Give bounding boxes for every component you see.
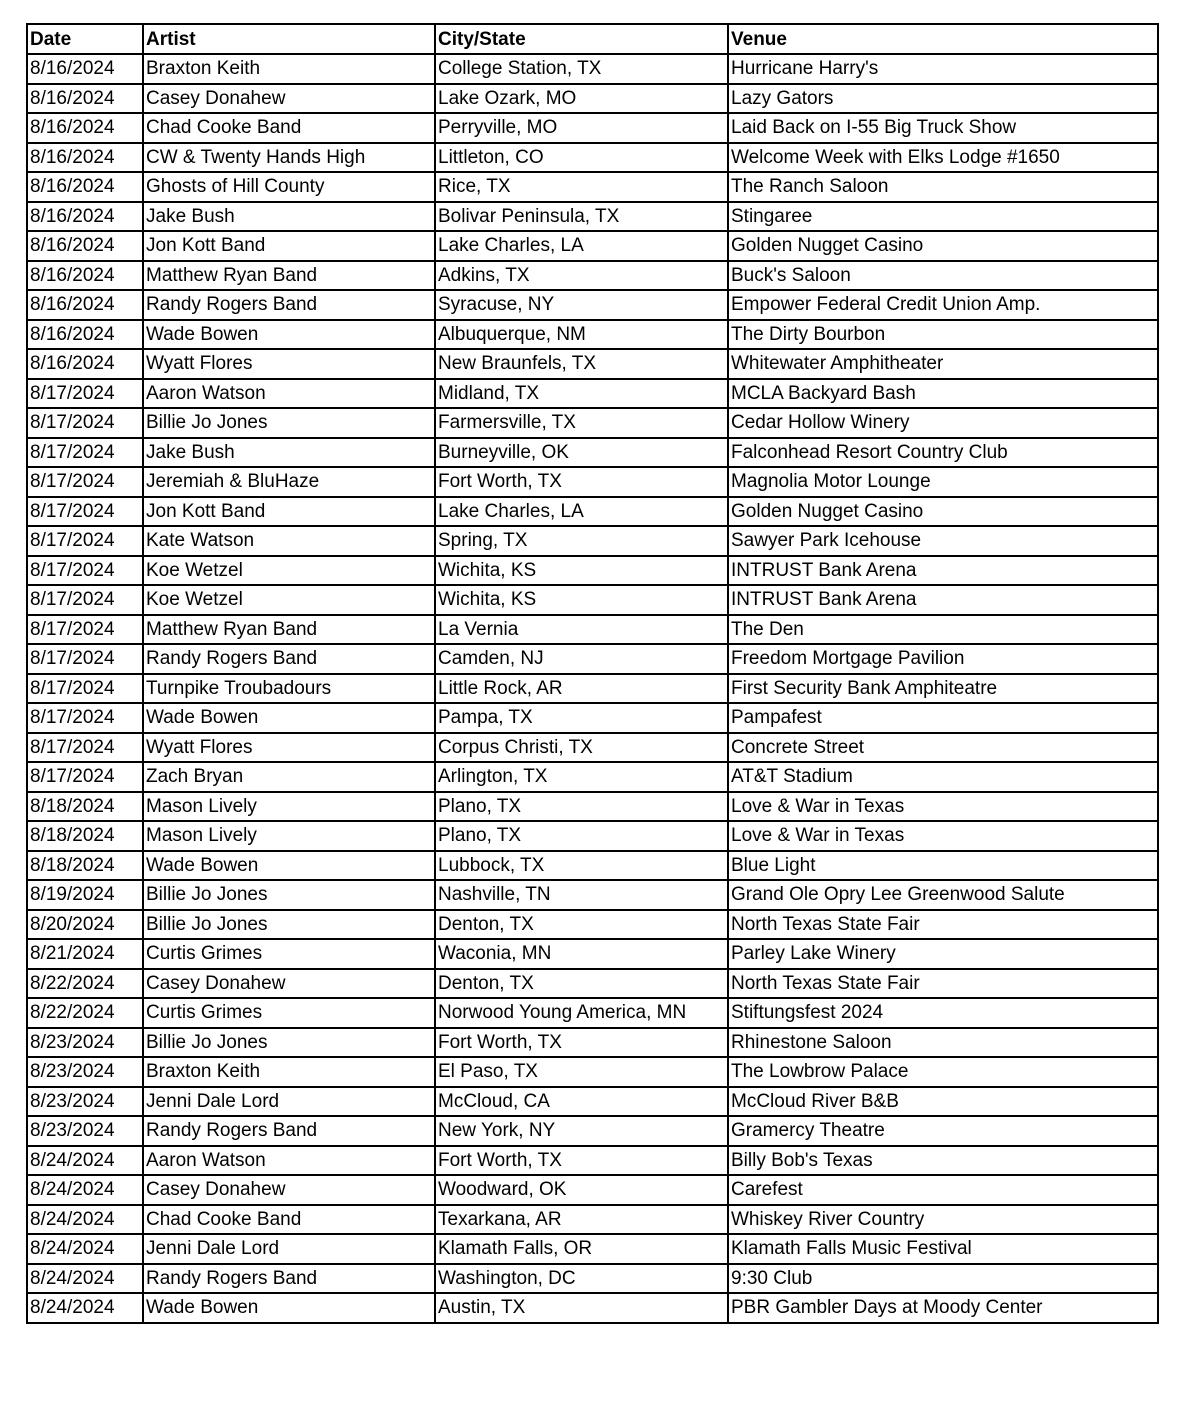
artist-cell: Curtis Grimes xyxy=(143,939,435,969)
venue-cell: Lazy Gators xyxy=(728,84,1158,114)
table-row xyxy=(27,939,1158,969)
venue-cell: Parley Lake Winery xyxy=(728,939,1158,969)
artist-cell: Wyatt Flores xyxy=(143,349,435,379)
table-row xyxy=(27,585,1158,615)
city-state-cell: La Vernia xyxy=(435,615,728,645)
venue-cell: McCloud River B&B xyxy=(728,1087,1158,1117)
artist-cell: Jon Kott Band xyxy=(143,497,435,527)
venue-cell: Welcome Week with Elks Lodge #1650 xyxy=(728,143,1158,173)
city-state-cell: Lubbock, TX xyxy=(435,851,728,881)
city-state-cell: Klamath Falls, OR xyxy=(435,1234,728,1264)
artist-cell: Aaron Watson xyxy=(143,1146,435,1176)
artist-cell: Curtis Grimes xyxy=(143,998,435,1028)
table-row xyxy=(27,261,1158,291)
table-row xyxy=(27,408,1158,438)
artist-cell: Matthew Ryan Band xyxy=(143,615,435,645)
table-row xyxy=(27,998,1158,1028)
table-row xyxy=(27,438,1158,468)
table-row xyxy=(27,1234,1158,1264)
table-row xyxy=(27,792,1158,822)
date-cell: 8/17/2024 xyxy=(27,556,143,586)
artist-cell: Jon Kott Band xyxy=(143,231,435,261)
table-row xyxy=(27,703,1158,733)
table-row xyxy=(27,54,1158,84)
date-cell: 8/16/2024 xyxy=(27,143,143,173)
venue-cell: Love & War in Texas xyxy=(728,821,1158,851)
venue-cell: Pampafest xyxy=(728,703,1158,733)
artist-cell: Billie Jo Jones xyxy=(143,910,435,940)
city-state-cell: Arlington, TX xyxy=(435,762,728,792)
city-state-cell: Norwood Young America, MN xyxy=(435,998,728,1028)
venue-cell: Klamath Falls Music Festival xyxy=(728,1234,1158,1264)
artist-cell: Wade Bowen xyxy=(143,703,435,733)
city-state-cell: Woodward, OK xyxy=(435,1175,728,1205)
city-state-cell: Fort Worth, TX xyxy=(435,467,728,497)
city-state-cell: Plano, TX xyxy=(435,792,728,822)
venue-cell: 9:30 Club xyxy=(728,1264,1158,1294)
table-row xyxy=(27,762,1158,792)
date-cell: 8/17/2024 xyxy=(27,379,143,409)
table-row xyxy=(27,556,1158,586)
artist-cell: Mason Lively xyxy=(143,821,435,851)
city-state-cell: Waconia, MN xyxy=(435,939,728,969)
date-cell: 8/19/2024 xyxy=(27,880,143,910)
venue-cell: Stiftungsfest 2024 xyxy=(728,998,1158,1028)
header-artist: Artist xyxy=(143,24,435,54)
artist-cell: Wade Bowen xyxy=(143,320,435,350)
artist-cell: Kate Watson xyxy=(143,526,435,556)
city-state-cell: Syracuse, NY xyxy=(435,290,728,320)
venue-cell: Love & War in Texas xyxy=(728,792,1158,822)
venue-cell: Sawyer Park Icehouse xyxy=(728,526,1158,556)
artist-cell: Jeremiah & BluHaze xyxy=(143,467,435,497)
date-cell: 8/17/2024 xyxy=(27,497,143,527)
table-row xyxy=(27,674,1158,704)
artist-cell: Billie Jo Jones xyxy=(143,408,435,438)
venue-cell: Blue Light xyxy=(728,851,1158,881)
date-cell: 8/16/2024 xyxy=(27,172,143,202)
city-state-cell: Denton, TX xyxy=(435,910,728,940)
table-row xyxy=(27,1293,1158,1323)
artist-cell: Ghosts of Hill County xyxy=(143,172,435,202)
city-state-cell: Perryville, MO xyxy=(435,113,728,143)
venue-cell: Cedar Hollow Winery xyxy=(728,408,1158,438)
table-row xyxy=(27,497,1158,527)
table-row xyxy=(27,969,1158,999)
city-state-cell: College Station, TX xyxy=(435,54,728,84)
venue-cell: The Lowbrow Palace xyxy=(728,1057,1158,1087)
city-state-cell: Albuquerque, NM xyxy=(435,320,728,350)
header-venue: Venue xyxy=(728,24,1158,54)
venue-cell: Falconhead Resort Country Club xyxy=(728,438,1158,468)
venue-cell: Magnolia Motor Lounge xyxy=(728,467,1158,497)
venue-cell: Whiskey River Country xyxy=(728,1205,1158,1235)
artist-cell: Jake Bush xyxy=(143,438,435,468)
city-state-cell: Washington, DC xyxy=(435,1264,728,1294)
venue-cell: Golden Nugget Casino xyxy=(728,231,1158,261)
city-state-cell: Plano, TX xyxy=(435,821,728,851)
artist-cell: Jenni Dale Lord xyxy=(143,1087,435,1117)
artist-cell: Wade Bowen xyxy=(143,1293,435,1323)
table-row xyxy=(27,615,1158,645)
artist-cell: Zach Bryan xyxy=(143,762,435,792)
artist-cell: Randy Rogers Band xyxy=(143,290,435,320)
city-state-cell: Lake Charles, LA xyxy=(435,497,728,527)
date-cell: 8/16/2024 xyxy=(27,320,143,350)
city-state-cell: Wichita, KS xyxy=(435,585,728,615)
date-cell: 8/18/2024 xyxy=(27,851,143,881)
venue-cell: Carefest xyxy=(728,1175,1158,1205)
artist-cell: Koe Wetzel xyxy=(143,585,435,615)
venue-cell: Stingaree xyxy=(728,202,1158,232)
city-state-cell: New Braunfels, TX xyxy=(435,349,728,379)
venue-cell: MCLA Backyard Bash xyxy=(728,379,1158,409)
venue-cell: Billy Bob's Texas xyxy=(728,1146,1158,1176)
date-cell: 8/24/2024 xyxy=(27,1264,143,1294)
artist-cell: CW & Twenty Hands High xyxy=(143,143,435,173)
city-state-cell: Nashville, TN xyxy=(435,880,728,910)
artist-cell: Chad Cooke Band xyxy=(143,113,435,143)
venue-cell: Concrete Street xyxy=(728,733,1158,763)
city-state-cell: Burneyville, OK xyxy=(435,438,728,468)
venue-cell: Gramercy Theatre xyxy=(728,1116,1158,1146)
date-cell: 8/17/2024 xyxy=(27,703,143,733)
date-cell: 8/17/2024 xyxy=(27,467,143,497)
artist-cell: Turnpike Troubadours xyxy=(143,674,435,704)
venue-cell: AT&T Stadium xyxy=(728,762,1158,792)
venue-cell: Empower Federal Credit Union Amp. xyxy=(728,290,1158,320)
artist-cell: Jenni Dale Lord xyxy=(143,1234,435,1264)
artist-cell: Mason Lively xyxy=(143,792,435,822)
city-state-cell: Wichita, KS xyxy=(435,556,728,586)
city-state-cell: Lake Ozark, MO xyxy=(435,84,728,114)
venue-cell: The Ranch Saloon xyxy=(728,172,1158,202)
date-cell: 8/23/2024 xyxy=(27,1028,143,1058)
date-cell: 8/16/2024 xyxy=(27,54,143,84)
artist-cell: Matthew Ryan Band xyxy=(143,261,435,291)
header-date: Date xyxy=(27,24,143,54)
table-row xyxy=(27,84,1158,114)
date-cell: 8/24/2024 xyxy=(27,1175,143,1205)
table-row xyxy=(27,880,1158,910)
date-cell: 8/24/2024 xyxy=(27,1293,143,1323)
venue-cell: Whitewater Amphitheater xyxy=(728,349,1158,379)
artist-cell: Randy Rogers Band xyxy=(143,1116,435,1146)
city-state-cell: Camden, NJ xyxy=(435,644,728,674)
header-city-state: City/State xyxy=(435,24,728,54)
table-row xyxy=(27,1087,1158,1117)
date-cell: 8/24/2024 xyxy=(27,1205,143,1235)
date-cell: 8/16/2024 xyxy=(27,202,143,232)
city-state-cell: Bolivar Peninsula, TX xyxy=(435,202,728,232)
date-cell: 8/23/2024 xyxy=(27,1057,143,1087)
artist-cell: Aaron Watson xyxy=(143,379,435,409)
artist-cell: Jake Bush xyxy=(143,202,435,232)
city-state-cell: New York, NY xyxy=(435,1116,728,1146)
date-cell: 8/24/2024 xyxy=(27,1146,143,1176)
venue-cell: INTRUST Bank Arena xyxy=(728,585,1158,615)
city-state-cell: Denton, TX xyxy=(435,969,728,999)
artist-cell: Casey Donahew xyxy=(143,969,435,999)
header-row xyxy=(27,24,1158,54)
date-cell: 8/21/2024 xyxy=(27,939,143,969)
date-cell: 8/17/2024 xyxy=(27,526,143,556)
city-state-cell: Littleton, CO xyxy=(435,143,728,173)
date-cell: 8/17/2024 xyxy=(27,438,143,468)
venue-cell: Freedom Mortgage Pavilion xyxy=(728,644,1158,674)
date-cell: 8/16/2024 xyxy=(27,84,143,114)
artist-cell: Randy Rogers Band xyxy=(143,644,435,674)
table-row xyxy=(27,143,1158,173)
date-cell: 8/20/2024 xyxy=(27,910,143,940)
table-row xyxy=(27,1175,1158,1205)
date-cell: 8/22/2024 xyxy=(27,998,143,1028)
artist-cell: Chad Cooke Band xyxy=(143,1205,435,1235)
city-state-cell: Texarkana, AR xyxy=(435,1205,728,1235)
date-cell: 8/16/2024 xyxy=(27,231,143,261)
date-cell: 8/17/2024 xyxy=(27,644,143,674)
table-row xyxy=(27,379,1158,409)
table-row xyxy=(27,231,1158,261)
artist-cell: Randy Rogers Band xyxy=(143,1264,435,1294)
table-row xyxy=(27,910,1158,940)
date-cell: 8/18/2024 xyxy=(27,792,143,822)
city-state-cell: Rice, TX xyxy=(435,172,728,202)
city-state-cell: Midland, TX xyxy=(435,379,728,409)
city-state-cell: Pampa, TX xyxy=(435,703,728,733)
date-cell: 8/22/2024 xyxy=(27,969,143,999)
date-cell: 8/17/2024 xyxy=(27,674,143,704)
city-state-cell: Spring, TX xyxy=(435,526,728,556)
date-cell: 8/17/2024 xyxy=(27,585,143,615)
city-state-cell: Fort Worth, TX xyxy=(435,1028,728,1058)
date-cell: 8/17/2024 xyxy=(27,615,143,645)
date-cell: 8/23/2024 xyxy=(27,1116,143,1146)
artist-cell: Casey Donahew xyxy=(143,84,435,114)
venue-cell: The Dirty Bourbon xyxy=(728,320,1158,350)
table-row xyxy=(27,644,1158,674)
venue-cell: North Texas State Fair xyxy=(728,969,1158,999)
date-cell: 8/17/2024 xyxy=(27,762,143,792)
city-state-cell: Little Rock, AR xyxy=(435,674,728,704)
venue-cell: Grand Ole Opry Lee Greenwood Salute xyxy=(728,880,1158,910)
table-row xyxy=(27,467,1158,497)
table-row xyxy=(27,1028,1158,1058)
city-state-cell: Fort Worth, TX xyxy=(435,1146,728,1176)
table-row xyxy=(27,1205,1158,1235)
table-row xyxy=(27,113,1158,143)
table-row xyxy=(27,821,1158,851)
date-cell: 8/16/2024 xyxy=(27,113,143,143)
city-state-cell: Corpus Christi, TX xyxy=(435,733,728,763)
city-state-cell: El Paso, TX xyxy=(435,1057,728,1087)
venue-cell: Laid Back on I-55 Big Truck Show xyxy=(728,113,1158,143)
artist-cell: Billie Jo Jones xyxy=(143,880,435,910)
date-cell: 8/18/2024 xyxy=(27,821,143,851)
city-state-cell: Adkins, TX xyxy=(435,261,728,291)
table-row xyxy=(27,733,1158,763)
table-row xyxy=(27,320,1158,350)
date-cell: 8/23/2024 xyxy=(27,1087,143,1117)
venue-cell: Rhinestone Saloon xyxy=(728,1028,1158,1058)
date-cell: 8/17/2024 xyxy=(27,733,143,763)
artist-cell: Wyatt Flores xyxy=(143,733,435,763)
artist-cell: Braxton Keith xyxy=(143,54,435,84)
date-cell: 8/16/2024 xyxy=(27,261,143,291)
table-row xyxy=(27,1146,1158,1176)
table-row xyxy=(27,526,1158,556)
artist-cell: Casey Donahew xyxy=(143,1175,435,1205)
city-state-cell: McCloud, CA xyxy=(435,1087,728,1117)
artist-cell: Wade Bowen xyxy=(143,851,435,881)
table-row xyxy=(27,290,1158,320)
city-state-cell: Lake Charles, LA xyxy=(435,231,728,261)
table-row xyxy=(27,172,1158,202)
date-cell: 8/16/2024 xyxy=(27,290,143,320)
table-row xyxy=(27,1264,1158,1294)
concert-schedule-table xyxy=(26,23,1159,1324)
date-cell: 8/24/2024 xyxy=(27,1234,143,1264)
table-row xyxy=(27,1116,1158,1146)
table-row xyxy=(27,349,1158,379)
city-state-cell: Farmersville, TX xyxy=(435,408,728,438)
venue-cell: North Texas State Fair xyxy=(728,910,1158,940)
artist-cell: Koe Wetzel xyxy=(143,556,435,586)
table-row xyxy=(27,1057,1158,1087)
table-row xyxy=(27,202,1158,232)
date-cell: 8/16/2024 xyxy=(27,349,143,379)
venue-cell: The Den xyxy=(728,615,1158,645)
venue-cell: Golden Nugget Casino xyxy=(728,497,1158,527)
venue-cell: Hurricane Harry's xyxy=(728,54,1158,84)
city-state-cell: Austin, TX xyxy=(435,1293,728,1323)
venue-cell: INTRUST Bank Arena xyxy=(728,556,1158,586)
table-row xyxy=(27,851,1158,881)
artist-cell: Billie Jo Jones xyxy=(143,1028,435,1058)
artist-cell: Braxton Keith xyxy=(143,1057,435,1087)
venue-cell: First Security Bank Amphiteatre xyxy=(728,674,1158,704)
date-cell: 8/17/2024 xyxy=(27,408,143,438)
venue-cell: PBR Gambler Days at Moody Center xyxy=(728,1293,1158,1323)
venue-cell: Buck's Saloon xyxy=(728,261,1158,291)
